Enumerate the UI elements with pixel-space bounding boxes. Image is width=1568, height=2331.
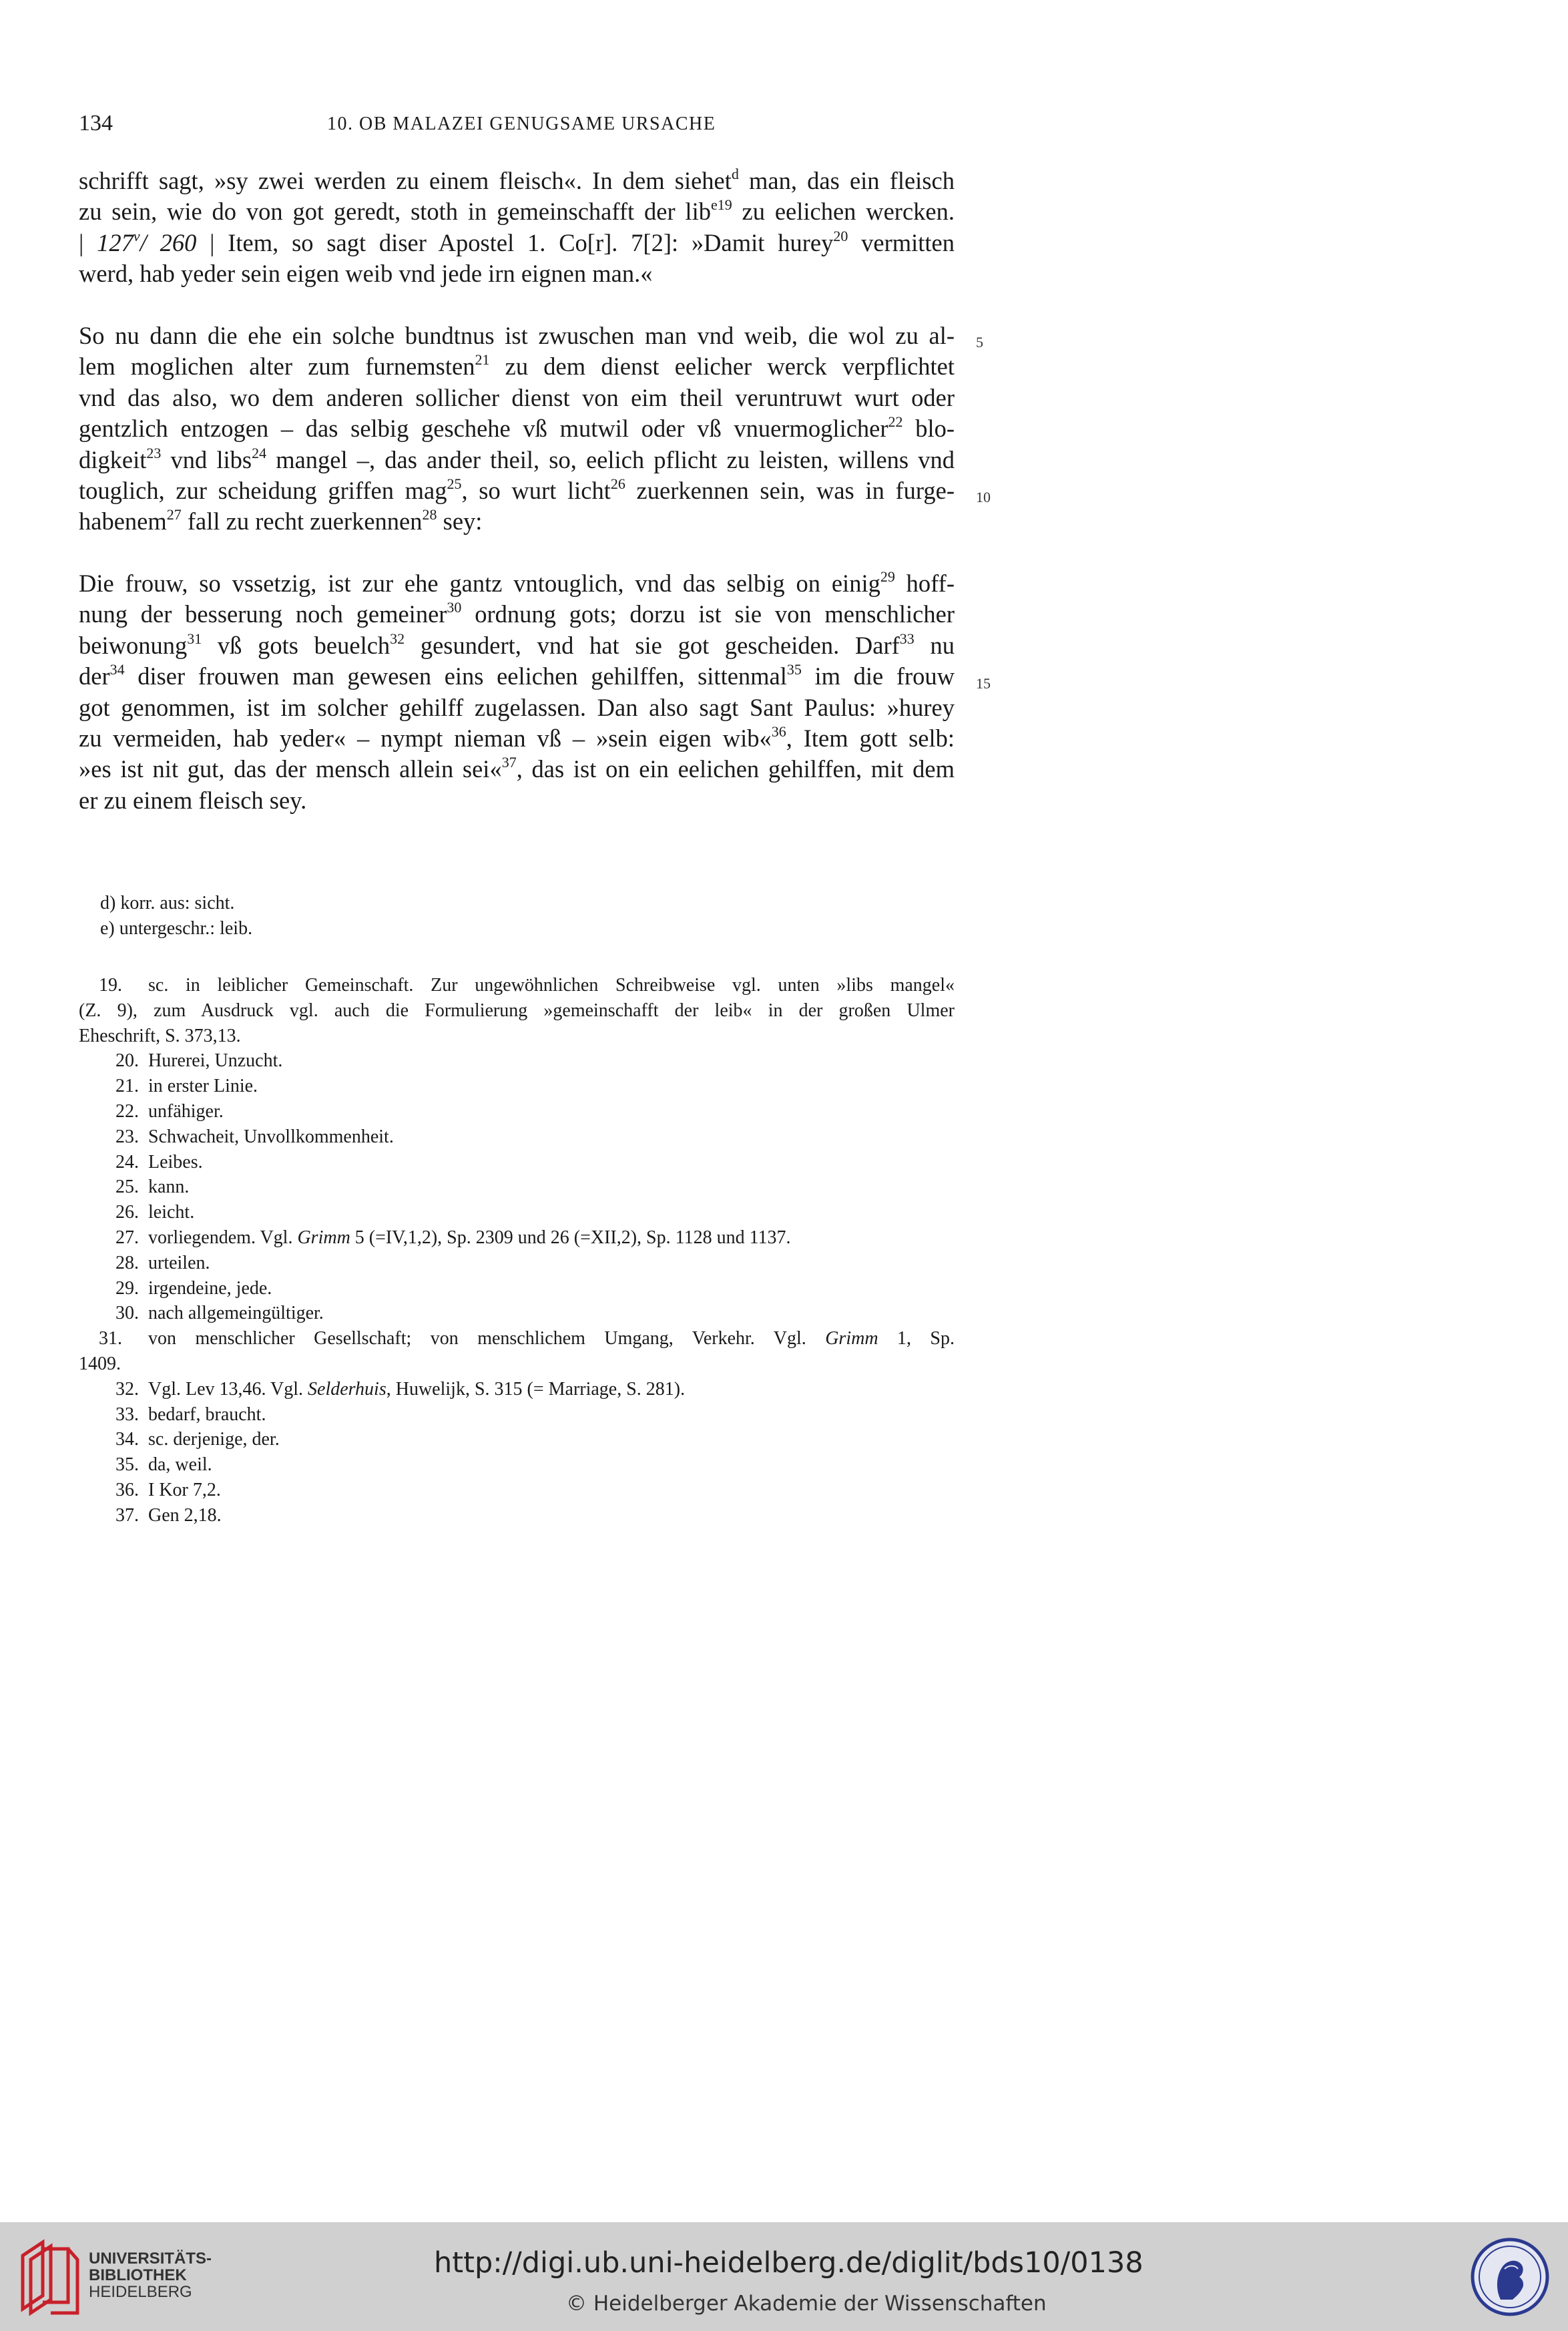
text-line: beiwonung$^{31}$ vß gots beuelch$^{32}$ gesundert, vnd hat sie got gescheiden. Darf$^{33}$ nu	[79, 630, 955, 659]
footnote-continuation: Eheschrift, S. 373,13.	[79, 1025, 241, 1046]
text-line: nung der besserung noch gemeiner$^{30}$ ordnung gots; dorzu ist sie von menschlicher	[79, 599, 955, 628]
footnote-ref: 24	[252, 444, 267, 461]
critical-apparatus	[100, 891, 955, 941]
footnote: 22. unfähiger.	[115, 1100, 224, 1122]
text-line: zu vermeiden, hab yeder« – nympt nieman vß – »sein eigen wib«$^{36}$, Item gott selb:	[79, 723, 955, 753]
footnote-ref: 37	[501, 754, 517, 771]
footnote: 37. Gen 2,18.	[115, 1504, 222, 1526]
running-head: 10. OB MALAZEI GENUGSAME URSACHE	[327, 114, 716, 134]
footnote-ref: 33	[899, 630, 914, 647]
line-number: 10	[976, 489, 991, 505]
footnote: 35. da, weil.	[115, 1454, 212, 1476]
apparatus-entry: e) untergeschr.: leib.	[100, 918, 253, 939]
text-line: | 127$^v$/ 260 | Item, so sagt diser Apostel 1. Co[r]. 7[2]: »Damit hurey$^{20}$ vermitten	[79, 227, 955, 256]
footnote-ref: e19	[710, 196, 732, 214]
text-line: So nu dann die ehe ein solche bundtnus ist zwuschen man vnd weib, die wol zu al-	[79, 321, 955, 349]
academy-seal-icon	[1469, 2236, 1551, 2318]
text-line: lem moglichen alter zum furnemsten$^{21}$ zu dem dienst eelicher werck verpflichtet	[79, 351, 955, 381]
footnote: 28. urteilen.	[115, 1252, 210, 1273]
footnote-ref: 35	[786, 661, 802, 678]
text-line: touglich, zur scheidung griffen mag$^{25}$, so wurt licht$^{26}$ zuerkennen sein, was in furge-	[79, 475, 955, 504]
footnote-continuation: 1409.	[79, 1353, 121, 1374]
text-line: vnd das also, wo dem anderen sollicher dienst von eim theil veruntruwt wurt oder	[79, 383, 955, 411]
text-line: habenem$^{27}$ fall zu recht zuerkennen$^{28}$ sey:	[79, 506, 483, 536]
footnote-continuation: (Z. 9), zum Ausdruck vgl. auch die Formulierung »gemeinschafft der leib« in der großen Ulmer	[79, 1000, 955, 1021]
footnote: 21. in erster Linie.	[115, 1076, 258, 1097]
text-line: got genommen, ist im solcher gehilff zugelassen. Dan also sagt Sant Paulus: »hurey	[79, 693, 955, 721]
text-line: er zu einem fleisch sey.	[79, 786, 307, 814]
footnote-ref: 36	[771, 723, 786, 740]
footnote-ref: 29	[880, 568, 895, 586]
footnote-ref: 28	[422, 506, 437, 523]
footnote: 29. irgendeine, jede.	[115, 1277, 272, 1299]
apparatus-entry: d) korr. aus: sicht.	[100, 893, 235, 913]
folio-marker: 127$^v$/ 260	[97, 227, 197, 256]
footnote-ref: 26	[610, 475, 625, 492]
footnote-ref: 31	[187, 630, 202, 647]
footnote: 31. von menschlicher Gesellschaft; von menschlichem Umgang, Verkehr. Vgl. Grimm 1, Sp.	[99, 1328, 955, 1349]
text-line: schrifft sagt, »sy zwei werden zu einem fleisch«. In dem siehet$^d$ man, das ein fleisch	[79, 166, 955, 194]
main-text	[79, 166, 955, 816]
line-number: 15	[976, 675, 991, 692]
footnote: 19. sc. in leiblicher Gemeinschaft. Zur ungewöhnlichen Schreibweise vgl. unten »libs mangel«	[99, 975, 955, 996]
footnote-ref: 21	[475, 351, 490, 369]
page-number: 134	[79, 111, 113, 136]
copyright-notice: © Heidelberger Akademie der Wissenschaften	[566, 2292, 1047, 2316]
footnote: 30. nach allgemeingültiger.	[115, 1303, 324, 1324]
footnote: 25. kann.	[115, 1177, 190, 1198]
footnote-ref: 32	[390, 630, 405, 647]
footnote-ref: 34	[109, 661, 125, 678]
text-line: zu sein, wie do von got geredt, stoth in gemeinschafft der lib$^{e19}$ zu eelichen wercken.	[79, 196, 955, 226]
footnote: 34. sc. derjenige, der.	[115, 1429, 280, 1450]
footnote-ref: 27	[166, 506, 182, 523]
text-line: »es ist nit gut, das der mensch allein sei«$^{37}$, das ist on ein eelichen gehilffen, mit dem	[79, 754, 955, 783]
footnote-ref: 20	[833, 227, 848, 244]
footnote: 20. Hurerei, Unzucht.	[115, 1050, 283, 1072]
footnote: 24. Leibes.	[115, 1151, 203, 1173]
footnote-ref: 22	[888, 413, 903, 431]
text-line: werd, hab yeder sein eigen weib vnd jede irn eignen man.«	[79, 260, 653, 288]
footnote: 32. Vgl. Lev 13,46. Vgl. Selderhuis, Huwelijk, S. 315 (= Marriage, S. 281).	[115, 1378, 686, 1400]
text-line: der$^{34}$ diser frouwen man gewesen eins eelichen gehilffen, sittenmal$^{35}$ im die frouw	[79, 661, 955, 690]
page-header	[79, 111, 955, 144]
library-name: UNIVERSITÄTS- BIBLIOTHEK HEIDELBERG	[89, 2250, 212, 2301]
footnote-ref: 30	[447, 599, 462, 616]
footnote-ref: 23	[146, 444, 162, 461]
text-line: Die frouw, so vssetzig, ist zur ehe gantz vntouglich, vnd das selbig on einig$^{29}$ hoff-	[79, 568, 955, 598]
apparatus-ref: d	[731, 166, 739, 182]
viewer-footer	[0, 2222, 1568, 2331]
text-line: digkeit$^{23}$ vnd libs$^{24}$ mangel –, das ander theil, so, eelich pflicht zu leisten, willens vnd	[79, 444, 955, 473]
footnote: 23. Schwacheit, Unvollkommenheit.	[115, 1126, 394, 1147]
text-line: gentzlich entzogen – das selbig geschehe vß mutwil oder vß vnuermoglicher$^{22}$ blo-	[79, 413, 955, 443]
footnote: 33. bedarf, braucht.	[115, 1404, 266, 1425]
footnote: 27. vorliegendem. Vgl. Grimm 5 (=IV,1,2), Sp. 2309 und 26 (=XII,2), Sp. 1128 und 1137.	[115, 1227, 791, 1248]
footnote-ref: 25	[447, 475, 462, 492]
footnote: 26. leicht.	[115, 1202, 195, 1223]
footnote: 36. I Kor 7,2.	[115, 1479, 221, 1500]
university-library-logo-icon	[16, 2236, 83, 2318]
footnotes	[79, 973, 955, 1528]
line-number: 5	[976, 334, 983, 351]
permalink-url[interactable]: http://digi.ub.uni-heidelberg.de/diglit/bds10/0138	[434, 2246, 1143, 2280]
